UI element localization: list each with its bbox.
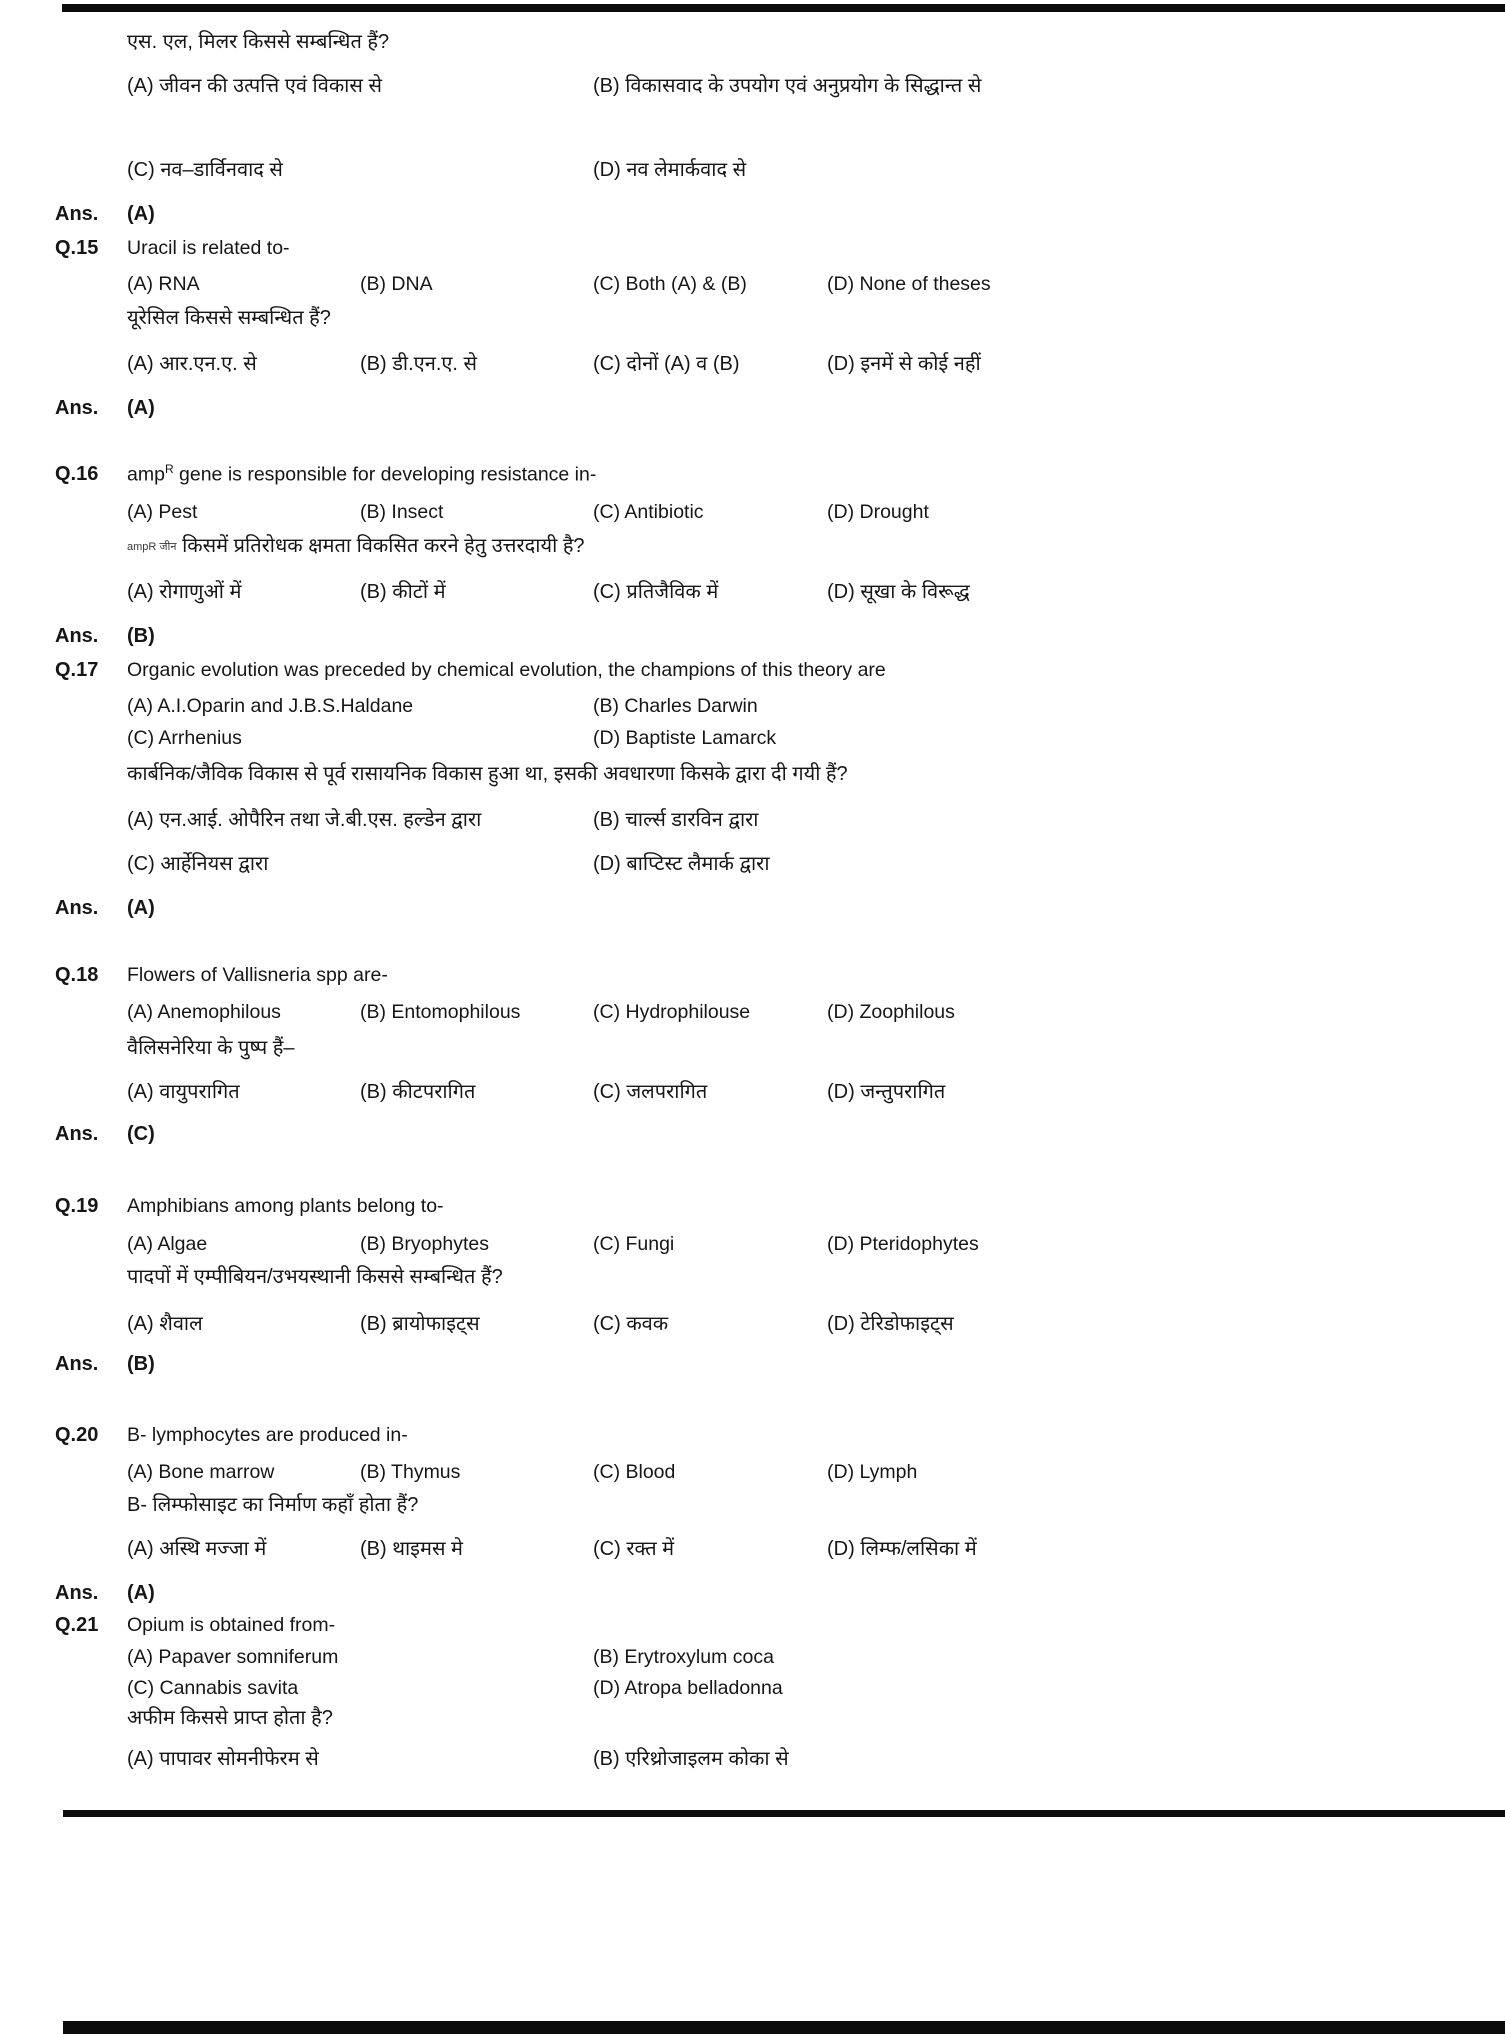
answer-value: (B): [127, 1353, 155, 1375]
question-hindi-row: [0, 534, 1505, 559]
option-a-hindi: (A) रोगाणुओं में: [127, 581, 242, 603]
option-c-english: (C) Hydrophilouse: [593, 1001, 751, 1023]
question-row: [0, 963, 1505, 987]
question-text-hindi: अफीम किससे प्राप्त होता है?: [127, 1707, 333, 1729]
option-d-english: (D) Atropa belladonna: [593, 1677, 783, 1699]
option-d-hindi: (D) नव लेमार्कवाद से: [593, 159, 747, 181]
option-b-hindi: (B) डी.एन.ए. से: [360, 353, 478, 375]
answer-row: [0, 1581, 1505, 1606]
question-number: Q.19: [55, 1195, 99, 1217]
option-b-hindi: (B) थाइमस मे: [360, 1538, 463, 1560]
answer-value: (C): [127, 1123, 155, 1145]
options-english-row: [0, 1460, 1505, 1484]
option-d-english: (D) Lymph: [827, 1461, 918, 1483]
question-number: Q.20: [55, 1424, 99, 1446]
option-a-hindi: (A) अस्थि मज्जा में: [127, 1538, 267, 1560]
question-number: Q.15: [55, 237, 99, 259]
option-c-hindi: (C) रक्त में: [593, 1538, 675, 1560]
question-text-english: [127, 462, 1505, 487]
option-c-english: (C) Both (A) & (B): [593, 273, 747, 295]
option-b-english: (B) Bryophytes: [360, 1233, 489, 1255]
option-d-english: (D) Baptiste Lamarck: [593, 727, 777, 749]
option-d-hindi: (D) लिम्फ/लसिका में: [827, 1538, 977, 1560]
options-hindi-row: [0, 352, 1505, 377]
continuation-hindi-question-row: [0, 30, 1505, 55]
options-hindi-ab-row: [0, 1747, 1505, 1772]
option-a-hindi: (A) वायुपरागित: [127, 1081, 240, 1103]
option-b-hindi: (B) चार्ल्स डारविन द्वारा: [593, 809, 759, 831]
question-text-hindi: B- लिम्फोसाइट का निर्माण कहाँ होता हैं?: [127, 1494, 419, 1516]
answer-label: Ans.: [55, 203, 99, 225]
answer-value: (A): [127, 203, 155, 225]
option-c-hindi: (C) नव–डार्विनवाद से: [127, 159, 283, 181]
question-text-hindi: कार्बनिक/जैविक विकास से पूर्व रासायनिक विकास हुआ था, इसकी अवधारणा किसके द्वारा दी गयी हैं?: [127, 763, 848, 785]
answer-row: [0, 1122, 1505, 1147]
option-a-hindi: (A) एन.आई. ओपैरिन तथा जे.बी.एस. हल्डेन द्वारा: [127, 809, 482, 831]
option-a-english: (A) A.I.Oparin and J.B.S.Haldane: [127, 695, 414, 717]
question-text-english: Uracil is related to-: [127, 237, 290, 259]
option-c-english: (C) Fungi: [593, 1233, 675, 1255]
option-a-english: (A) Papaver somniferum: [127, 1646, 339, 1668]
option-b-hindi: (B) कीटपरागित: [360, 1081, 476, 1103]
question-hindi-row: [0, 1706, 1505, 1731]
options-hindi-row: [0, 1537, 1505, 1562]
option-c-hindi: (C) जलपरागित: [593, 1081, 708, 1103]
question-hindi-row: [0, 1036, 1505, 1061]
question-hindi-row: [0, 306, 1505, 331]
question-text-hindi: वैलिसनेरिया के पुष्प हैं–: [127, 1037, 295, 1059]
gene-superscript: R: [164, 462, 174, 476]
question-text-hindi: [127, 534, 1505, 559]
question-number: Q.21: [55, 1614, 99, 1636]
option-c-hindi: (C) कवक: [593, 1313, 669, 1335]
options-english-cd-row: [0, 726, 1505, 750]
option-d-hindi: (D) इनमें से कोई नहीं: [827, 353, 981, 375]
option-b-hindi: (B) विकासवाद के उपयोग एवं अनुप्रयोग के सिद्धान्त से: [593, 75, 982, 97]
gene-name-small-text: ampR जीन: [127, 541, 177, 553]
answer-label: Ans.: [55, 1582, 99, 1604]
option-b-hindi: (B) एरिथ्रोजाइलम कोका से: [593, 1748, 789, 1770]
option-d-english: (D) Zoophilous: [827, 1001, 955, 1023]
answer-value: (B): [127, 625, 155, 647]
question-row: [0, 1423, 1505, 1447]
option-c-english: (C) Blood: [593, 1461, 676, 1483]
options-english-row: [0, 272, 1505, 296]
question-text-hindi: यूरेसिल किससे सम्बन्धित हैं?: [127, 307, 331, 329]
option-d-hindi: (D) सूखा के विरूद्ध: [827, 581, 970, 603]
continuation-options-cd-row: [0, 158, 1505, 183]
option-c-english: (C) Arrhenius: [127, 727, 242, 749]
bottom-rule: [63, 2021, 1505, 2034]
question-text-rest: gene is responsible for developing resistance in-: [173, 463, 597, 486]
question-row: [0, 1194, 1505, 1218]
gene-name-text: amp: [127, 463, 165, 486]
question-number: Q.17: [55, 659, 99, 681]
top-rule: [62, 4, 1505, 12]
option-a-english: (A) Pest: [127, 501, 198, 523]
question-number: Q.18: [55, 964, 99, 986]
option-d-english: (D) Pteridophytes: [827, 1233, 979, 1255]
option-d-hindi: (D) जन्तुपरागित: [827, 1081, 946, 1103]
option-c-english: (C) Cannabis savita: [127, 1677, 299, 1699]
option-c-hindi: (C) प्रतिजैविक में: [593, 581, 719, 603]
answer-row: [0, 202, 1505, 227]
answer-value: (A): [127, 397, 155, 419]
options-hindi-row: [0, 1080, 1505, 1105]
option-d-hindi: (D) टेरिडोफाइट्स: [827, 1313, 954, 1335]
option-b-english: (B) DNA: [360, 273, 433, 295]
question-hindi-text: किसमें प्रतिरोधक क्षमता विकसित करने हेतु उत्तरदायी है?: [182, 535, 585, 557]
continuation-options-ab-row: [0, 74, 1505, 99]
answer-value: (A): [127, 897, 155, 919]
options-hindi-row: [0, 1312, 1505, 1337]
option-c-english: (C) Antibiotic: [593, 501, 704, 523]
answer-value: (A): [127, 1582, 155, 1604]
option-a-hindi: (A) शैवाल: [127, 1313, 203, 1335]
option-c-hindi: (C) दोनों (A) व (B): [593, 353, 740, 375]
question-row: [0, 236, 1505, 260]
answer-row: [0, 396, 1505, 421]
answer-row: [0, 624, 1505, 649]
question-text-hindi: पादपों में एम्पीबियन/उभयस्थानी किससे सम्बन्धित हैं?: [127, 1266, 503, 1288]
question-text-hindi: एस. एल, मिलर किससे सम्बन्धित हैं?: [127, 31, 390, 53]
option-b-english: (B) Charles Darwin: [593, 695, 758, 717]
option-d-english: (D) None of theses: [827, 273, 991, 295]
answer-label: Ans.: [55, 1123, 99, 1145]
question-text-english: Amphibians among plants belong to-: [127, 1195, 444, 1217]
option-b-english: (B) Entomophilous: [360, 1001, 521, 1023]
option-b-english: (B) Thymus: [360, 1461, 461, 1483]
question-text-english: Organic evolution was preceded by chemical evolution, the champions of this theory are: [127, 659, 886, 681]
answer-label: Ans.: [55, 1353, 99, 1375]
question-number: Q.16: [55, 463, 99, 485]
options-english-row: [0, 1232, 1505, 1256]
options-english-row: [0, 500, 1505, 524]
answer-row: [0, 1352, 1505, 1377]
option-a-hindi: (A) आर.एन.ए. से: [127, 353, 257, 375]
question-text-english: Flowers of Vallisneria spp are-: [127, 964, 388, 986]
question-text-english: Opium is obtained from-: [127, 1614, 336, 1636]
options-hindi-cd-row: [0, 852, 1505, 877]
option-a-english: (A) Algae: [127, 1233, 208, 1255]
option-b-english: (B) Erytroxylum coca: [593, 1646, 774, 1668]
options-english-row: [0, 1000, 1505, 1024]
options-english-ab-row: [0, 1645, 1505, 1669]
answer-label: Ans.: [55, 897, 99, 919]
question-row: [0, 658, 1505, 682]
question-row: [0, 1613, 1505, 1637]
option-d-english: (D) Drought: [827, 501, 929, 523]
question-text-english: B- lymphocytes are produced in-: [127, 1424, 408, 1446]
option-a-english: (A) RNA: [127, 273, 200, 295]
options-english-ab-row: [0, 694, 1505, 718]
option-c-hindi: (C) आर्हेनियस द्वारा: [127, 853, 269, 875]
option-a-english: (A) Anemophilous: [127, 1001, 281, 1023]
option-a-english: (A) Bone marrow: [127, 1461, 275, 1483]
option-a-hindi: (A) जीवन की उत्पत्ति एवं विकास से: [127, 75, 382, 97]
option-b-hindi: (B) कीटों में: [360, 581, 446, 603]
question-hindi-row: [0, 1265, 1505, 1290]
answer-label: Ans.: [55, 397, 99, 419]
options-hindi-ab-row: [0, 808, 1505, 833]
section-divider-rule: [63, 1810, 1505, 1817]
options-hindi-row: [0, 580, 1505, 605]
options-english-cd-row: [0, 1676, 1505, 1700]
option-d-hindi: (D) बाप्टिस्ट लैमार्क द्वारा: [593, 853, 770, 875]
option-b-english: (B) Insect: [360, 501, 444, 523]
option-a-hindi: (A) पापावर सोमनीफेरम से: [127, 1748, 319, 1770]
question-hindi-row: [0, 1493, 1505, 1518]
question-hindi-row: [0, 762, 1505, 787]
answer-label: Ans.: [55, 625, 99, 647]
question-row: [0, 462, 1505, 487]
option-b-hindi: (B) ब्रायोफाइट्स: [360, 1313, 480, 1335]
answer-row: [0, 896, 1505, 921]
